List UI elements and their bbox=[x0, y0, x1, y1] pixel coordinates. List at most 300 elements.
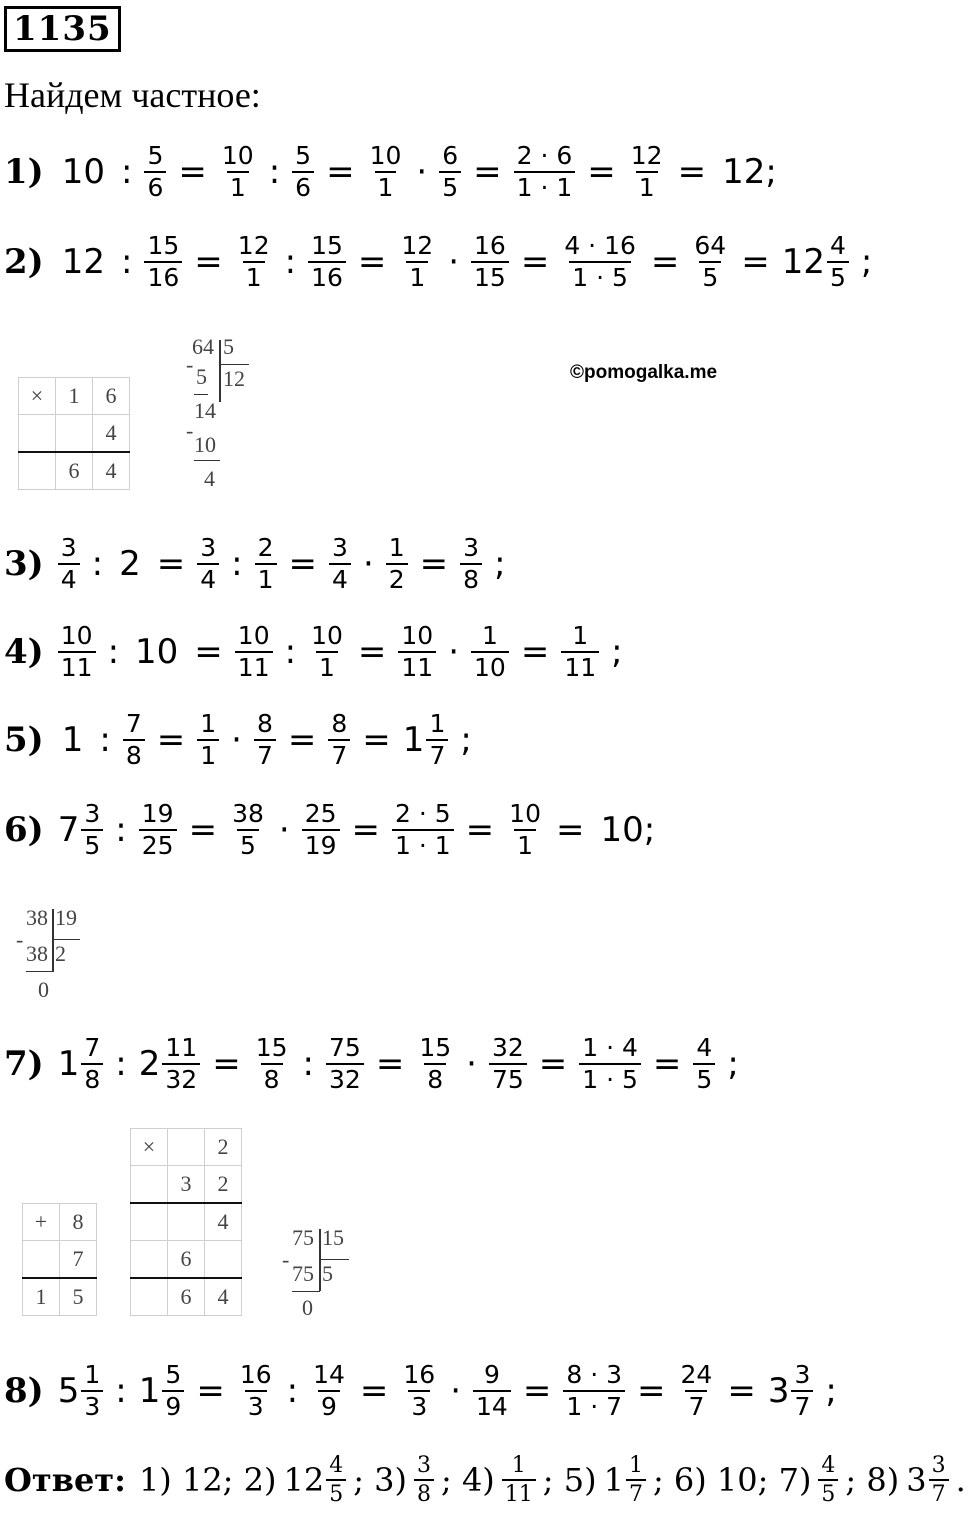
table-row bbox=[23, 1241, 97, 1279]
denominator: 11 bbox=[398, 651, 436, 683]
numerator: 1 bbox=[481, 621, 498, 650]
math-text: 12 bbox=[61, 242, 106, 282]
numerator: 4 · 16 bbox=[564, 231, 636, 260]
denominator: 1 bbox=[255, 563, 277, 595]
table-cell: 6 bbox=[56, 452, 93, 490]
operator: = bbox=[288, 544, 318, 584]
math-text: ; bbox=[460, 720, 472, 760]
table-row bbox=[23, 1278, 97, 1316]
numerator: 12 bbox=[401, 231, 434, 260]
fraction bbox=[626, 1452, 646, 1508]
numerator: 11 bbox=[165, 1033, 198, 1062]
numerator: 16 bbox=[239, 1360, 272, 1389]
operator: : bbox=[286, 1371, 299, 1411]
math-text: ; bbox=[825, 1371, 837, 1411]
numerator: 10 bbox=[509, 799, 541, 828]
equation-1 bbox=[4, 136, 785, 208]
numerator: 2 · 5 bbox=[395, 799, 451, 828]
numerator: 3 bbox=[84, 799, 101, 828]
table-cell bbox=[131, 1241, 168, 1279]
math-text: 12; bbox=[722, 152, 777, 192]
fraction bbox=[471, 621, 509, 683]
fraction bbox=[329, 533, 351, 595]
fraction bbox=[426, 709, 448, 771]
fraction bbox=[398, 231, 436, 293]
operator: : bbox=[99, 720, 111, 760]
equation-3 bbox=[4, 528, 514, 600]
division-row: 75 bbox=[292, 1225, 314, 1250]
table-cell: 1 bbox=[23, 1278, 60, 1316]
operator: : bbox=[268, 152, 281, 192]
table-cell: 6 bbox=[168, 1241, 205, 1279]
math-text: 10; bbox=[600, 810, 656, 850]
division-row: 64 bbox=[192, 334, 214, 359]
fraction bbox=[197, 533, 219, 595]
whole-part: 12 bbox=[781, 242, 825, 282]
math-text: ; 6) 10; 7) bbox=[652, 1461, 812, 1499]
fraction bbox=[162, 1360, 184, 1422]
division-row: 4 bbox=[204, 466, 215, 491]
denominator: 14 bbox=[473, 1390, 511, 1422]
numerator: 10 bbox=[311, 621, 343, 650]
denominator: 11 bbox=[502, 1479, 536, 1508]
operator: : bbox=[121, 242, 133, 282]
numerator: 5 bbox=[147, 141, 164, 170]
numerator: 4 bbox=[829, 231, 846, 260]
operator: : bbox=[231, 544, 243, 584]
numerator: 3 bbox=[931, 1453, 946, 1478]
whole-part: 7 bbox=[57, 810, 80, 850]
equation-label: 2) bbox=[4, 242, 44, 282]
operator: = bbox=[287, 720, 317, 760]
operator: = bbox=[520, 632, 550, 672]
fraction bbox=[400, 1360, 438, 1422]
fraction bbox=[392, 799, 454, 861]
denominator: 11 bbox=[235, 651, 273, 683]
mixed-number bbox=[902, 1452, 952, 1508]
numerator: 4 bbox=[329, 1453, 344, 1478]
numerator: 15 bbox=[311, 231, 343, 260]
fraction bbox=[292, 141, 314, 203]
fraction bbox=[579, 1033, 641, 1095]
fraction bbox=[162, 1033, 200, 1095]
operator: = bbox=[652, 1044, 682, 1084]
table-cell: 4 bbox=[205, 1278, 242, 1316]
denominator: 5 bbox=[827, 261, 849, 293]
numerator: 5 bbox=[295, 141, 312, 170]
denominator: 8 bbox=[81, 1063, 103, 1095]
operator: = bbox=[194, 242, 223, 282]
numerator: 15 bbox=[419, 1033, 452, 1062]
table-cell bbox=[131, 1203, 168, 1241]
numerator: 24 bbox=[680, 1360, 713, 1389]
denominator: 3 bbox=[245, 1390, 267, 1422]
operator: = bbox=[520, 242, 550, 282]
denominator: 1 · 1 bbox=[514, 171, 576, 203]
equation-2 bbox=[4, 226, 880, 298]
denominator: 7 bbox=[328, 739, 350, 771]
fraction bbox=[308, 231, 346, 293]
denominator: 1 bbox=[375, 171, 397, 203]
fraction bbox=[123, 709, 145, 771]
denominator: 8 bbox=[261, 1063, 283, 1095]
operator: = bbox=[178, 152, 207, 192]
division-row: 38 bbox=[26, 905, 48, 930]
denominator: 1 bbox=[197, 739, 219, 771]
fraction bbox=[678, 1360, 716, 1422]
fraction bbox=[628, 141, 666, 203]
operator: = bbox=[212, 1044, 241, 1084]
fraction bbox=[326, 1033, 364, 1095]
denominator: 8 bbox=[460, 563, 482, 595]
numerator: 64 bbox=[694, 231, 727, 260]
fraction bbox=[367, 141, 405, 203]
operator: = bbox=[677, 152, 707, 192]
answer-line bbox=[4, 1444, 969, 1516]
table-row bbox=[131, 1166, 242, 1204]
numerator: 1 bbox=[511, 1453, 526, 1478]
equation-5 bbox=[4, 704, 480, 776]
division-quotient: 2 bbox=[55, 941, 66, 966]
numerator: 1 bbox=[388, 533, 405, 562]
addition-table bbox=[22, 1203, 97, 1316]
fraction bbox=[691, 231, 729, 293]
numerator: 1 · 4 bbox=[582, 1033, 638, 1062]
operator: = bbox=[650, 242, 680, 282]
equation-label: 1) bbox=[4, 152, 44, 192]
denominator: 5 bbox=[439, 171, 461, 203]
fraction bbox=[561, 621, 599, 683]
multiplication-table-1 bbox=[18, 377, 130, 490]
denominator: 8 bbox=[414, 1479, 434, 1508]
fraction bbox=[219, 141, 257, 203]
mixed-number bbox=[54, 1360, 108, 1422]
operator: : bbox=[284, 632, 297, 672]
table-cell bbox=[56, 415, 93, 453]
numerator: 9 bbox=[483, 1360, 500, 1389]
denominator: 5 bbox=[237, 829, 259, 861]
watermark: ©pomogalka.me bbox=[570, 362, 718, 383]
operator: = bbox=[727, 1371, 756, 1411]
numerator: 1 bbox=[200, 709, 217, 738]
operator: · bbox=[448, 242, 460, 282]
operator: = bbox=[156, 544, 186, 584]
denominator: 5 bbox=[699, 261, 721, 293]
denominator: 15 bbox=[471, 261, 509, 293]
mixed-number bbox=[600, 1452, 650, 1508]
table-row bbox=[19, 415, 130, 453]
division-row: 5 bbox=[196, 364, 207, 389]
numerator: 16 bbox=[403, 1360, 436, 1389]
table-cell: 8 bbox=[60, 1204, 97, 1241]
math-text: ; bbox=[494, 544, 506, 584]
operator: · bbox=[231, 720, 242, 760]
fraction bbox=[471, 231, 509, 293]
numerator: 75 bbox=[329, 1033, 361, 1062]
table-cell bbox=[23, 1241, 60, 1279]
denominator: 6 bbox=[292, 171, 314, 203]
whole-part: 12 bbox=[283, 1461, 325, 1499]
denominator: 2 bbox=[386, 563, 408, 595]
denominator: 16 bbox=[144, 261, 182, 293]
math-text: . bbox=[955, 1461, 966, 1499]
table-cell: 4 bbox=[93, 452, 130, 490]
numerator: 32 bbox=[491, 1033, 524, 1062]
table-row bbox=[23, 1204, 97, 1241]
numerator: 38 bbox=[232, 799, 264, 828]
table-cell: × bbox=[19, 378, 56, 415]
table-cell bbox=[131, 1278, 168, 1316]
denominator: 1 bbox=[636, 171, 658, 203]
table-row bbox=[19, 452, 130, 490]
operator: : bbox=[284, 242, 297, 282]
table-cell: 5 bbox=[60, 1278, 97, 1316]
numerator: 7 bbox=[125, 709, 142, 738]
mixed-number bbox=[135, 1033, 204, 1095]
division-divisor: 19 bbox=[55, 905, 77, 930]
numerator: 6 bbox=[442, 141, 459, 170]
denominator: 10 bbox=[471, 651, 509, 683]
answer-label: Ответ: bbox=[4, 1461, 126, 1499]
table-cell bbox=[19, 452, 56, 490]
denominator: 75 bbox=[489, 1063, 527, 1095]
whole-part: 1 bbox=[402, 720, 425, 760]
numerator: 1 bbox=[84, 1360, 101, 1389]
fraction bbox=[237, 1360, 275, 1422]
equation-label: 6) bbox=[4, 810, 44, 850]
operator: = bbox=[522, 1371, 552, 1411]
denominator: 9 bbox=[162, 1390, 184, 1422]
fraction bbox=[416, 1033, 454, 1095]
numerator: 10 bbox=[237, 621, 270, 650]
division-quotient: 5 bbox=[322, 1261, 333, 1286]
fraction bbox=[81, 799, 103, 861]
whole-part: 5 bbox=[57, 1371, 80, 1411]
table-row bbox=[131, 1203, 242, 1241]
operator: = bbox=[555, 810, 585, 850]
long-division-1: 64 - 5 14 - 10 4 5 12 bbox=[186, 334, 256, 499]
fraction bbox=[58, 533, 80, 595]
problem-number: 1135 bbox=[4, 6, 121, 52]
fraction bbox=[58, 621, 96, 683]
long-division-2: 38 - 38 0 19 2 bbox=[16, 905, 86, 1005]
fraction bbox=[514, 141, 576, 203]
whole-part: 3 bbox=[906, 1461, 927, 1499]
division-row: 14 bbox=[194, 398, 216, 423]
denominator: 1 · 1 bbox=[392, 829, 454, 861]
denominator: 32 bbox=[162, 1063, 200, 1095]
equation-label: 7) bbox=[4, 1044, 44, 1084]
numerator: 15 bbox=[255, 1033, 288, 1062]
table-cell: 7 bbox=[60, 1241, 97, 1279]
math-text: ; bbox=[727, 1044, 739, 1084]
fraction bbox=[414, 1452, 434, 1508]
denominator: 1 · 5 bbox=[579, 1063, 641, 1095]
operator: · bbox=[362, 544, 374, 584]
table-row bbox=[19, 378, 130, 415]
denominator: 1 · 7 bbox=[563, 1390, 625, 1422]
operator: = bbox=[587, 152, 616, 192]
numerator: 4 bbox=[696, 1033, 713, 1062]
equation-7 bbox=[4, 1028, 747, 1100]
numerator: 10 bbox=[60, 621, 93, 650]
table-cell: 2 bbox=[205, 1129, 242, 1166]
denominator: 5 bbox=[81, 829, 103, 861]
division-row: 38 bbox=[26, 941, 48, 966]
equation-label: 8) bbox=[4, 1371, 44, 1411]
operator: = bbox=[351, 810, 381, 850]
operator: = bbox=[538, 1044, 568, 1084]
operator: : bbox=[121, 152, 133, 192]
denominator: 7 bbox=[254, 739, 276, 771]
math-text: ; 5) bbox=[542, 1461, 597, 1499]
table-row bbox=[131, 1241, 242, 1279]
denominator: 8 bbox=[424, 1063, 446, 1095]
denominator: 4 bbox=[197, 563, 219, 595]
numerator: 2 · 6 bbox=[516, 141, 573, 170]
fraction bbox=[81, 1360, 103, 1422]
fraction bbox=[506, 799, 544, 861]
numerator: 19 bbox=[141, 799, 174, 828]
operator: : bbox=[115, 1371, 127, 1411]
fraction bbox=[827, 231, 849, 293]
fraction bbox=[328, 709, 350, 771]
numerator: 8 bbox=[256, 709, 273, 738]
division-row: 75 bbox=[292, 1261, 314, 1286]
operator: = bbox=[419, 544, 449, 584]
denominator: 11 bbox=[561, 651, 599, 683]
multiplication-table-2 bbox=[130, 1128, 242, 1316]
whole-part: 1 bbox=[57, 1044, 80, 1084]
table-cell: 4 bbox=[205, 1203, 242, 1241]
division-divisor: 5 bbox=[223, 334, 234, 359]
division-row: 0 bbox=[302, 1295, 313, 1320]
numerator: 7 bbox=[84, 1033, 101, 1062]
table-cell bbox=[19, 415, 56, 453]
table-cell: 6 bbox=[93, 378, 130, 415]
operator: : bbox=[91, 544, 104, 584]
denominator: 32 bbox=[326, 1063, 364, 1095]
operator: = bbox=[196, 1371, 225, 1411]
denominator: 1 · 5 bbox=[569, 261, 631, 293]
denominator: 1 bbox=[227, 171, 249, 203]
table-cell: × bbox=[131, 1129, 168, 1166]
denominator: 1 bbox=[406, 261, 428, 293]
fraction bbox=[561, 231, 639, 293]
fraction bbox=[489, 1033, 527, 1095]
numerator: 10 bbox=[401, 621, 434, 650]
fraction bbox=[308, 621, 346, 683]
mixed-number bbox=[279, 1452, 350, 1508]
operator: = bbox=[326, 152, 355, 192]
whole-part: 3 bbox=[767, 1371, 790, 1411]
denominator: 8 bbox=[123, 739, 145, 771]
numerator: 1 bbox=[572, 621, 589, 650]
numerator: 3 bbox=[463, 533, 480, 562]
fraction bbox=[929, 1452, 949, 1508]
fraction bbox=[791, 1360, 813, 1422]
math-text: ; 3) bbox=[353, 1461, 407, 1499]
table-cell: 2 bbox=[205, 1166, 242, 1204]
division-divisor: 15 bbox=[322, 1225, 344, 1250]
table-cell: 1 bbox=[56, 378, 93, 415]
operator: = bbox=[188, 810, 218, 850]
equation-8 bbox=[4, 1355, 845, 1427]
whole-part: 2 bbox=[138, 1044, 161, 1084]
numerator: 25 bbox=[304, 799, 337, 828]
denominator: 7 bbox=[626, 1479, 646, 1508]
math-text: 2 bbox=[119, 544, 141, 584]
denominator: 19 bbox=[302, 829, 340, 861]
math-text: ; bbox=[860, 242, 873, 282]
denominator: 7 bbox=[929, 1479, 949, 1508]
operator: = bbox=[359, 1371, 389, 1411]
mixed-number bbox=[54, 799, 108, 861]
long-division-3: 75 - 75 0 15 5 bbox=[282, 1225, 362, 1325]
operator: : bbox=[115, 1044, 127, 1084]
numerator: 3 bbox=[416, 1453, 431, 1478]
operator: = bbox=[473, 152, 502, 192]
operator: = bbox=[741, 242, 770, 282]
equation-6 bbox=[4, 794, 663, 866]
fraction bbox=[144, 141, 166, 203]
denominator: 1 bbox=[243, 261, 265, 293]
numerator: 8 · 3 bbox=[566, 1360, 622, 1389]
operator: = bbox=[375, 1044, 405, 1084]
operator: = bbox=[465, 810, 495, 850]
math-text: 1 bbox=[61, 720, 84, 760]
denominator: 16 bbox=[308, 261, 346, 293]
denominator: 7 bbox=[791, 1390, 813, 1422]
fraction bbox=[197, 709, 219, 771]
denominator: 9 bbox=[318, 1390, 340, 1422]
numerator: 3 bbox=[60, 533, 77, 562]
numerator: 4 bbox=[821, 1453, 836, 1478]
numerator: 3 bbox=[332, 533, 348, 562]
denominator: 25 bbox=[139, 829, 177, 861]
fraction bbox=[473, 1360, 511, 1422]
table-cell bbox=[168, 1129, 205, 1166]
mixed-number bbox=[135, 1360, 189, 1422]
numerator: 1 bbox=[628, 1453, 643, 1478]
math-text: 10 bbox=[61, 152, 106, 192]
fraction bbox=[439, 141, 461, 203]
table-cell: 3 bbox=[168, 1166, 205, 1204]
intro-text: Найдем частное: bbox=[4, 75, 261, 115]
operator: = bbox=[357, 632, 387, 672]
numerator: 3 bbox=[794, 1360, 811, 1389]
math-text: ; bbox=[611, 632, 623, 672]
numerator: 10 bbox=[221, 141, 254, 170]
table-cell bbox=[205, 1241, 242, 1279]
equation-label: 4) bbox=[4, 632, 44, 672]
operator: · bbox=[450, 1371, 462, 1411]
operator: = bbox=[637, 1371, 666, 1411]
denominator: 1 bbox=[316, 651, 338, 683]
fraction bbox=[386, 533, 408, 595]
fraction bbox=[818, 1452, 838, 1508]
whole-part: 1 bbox=[603, 1461, 624, 1499]
denominator: 5 bbox=[326, 1479, 346, 1508]
operator: · bbox=[448, 632, 460, 672]
operator: = bbox=[156, 720, 186, 760]
operator: · bbox=[416, 152, 428, 192]
operator: = bbox=[357, 242, 387, 282]
fraction bbox=[460, 533, 482, 595]
table-cell: 4 bbox=[93, 415, 130, 453]
fraction bbox=[229, 799, 267, 861]
equation-4 bbox=[4, 616, 631, 688]
